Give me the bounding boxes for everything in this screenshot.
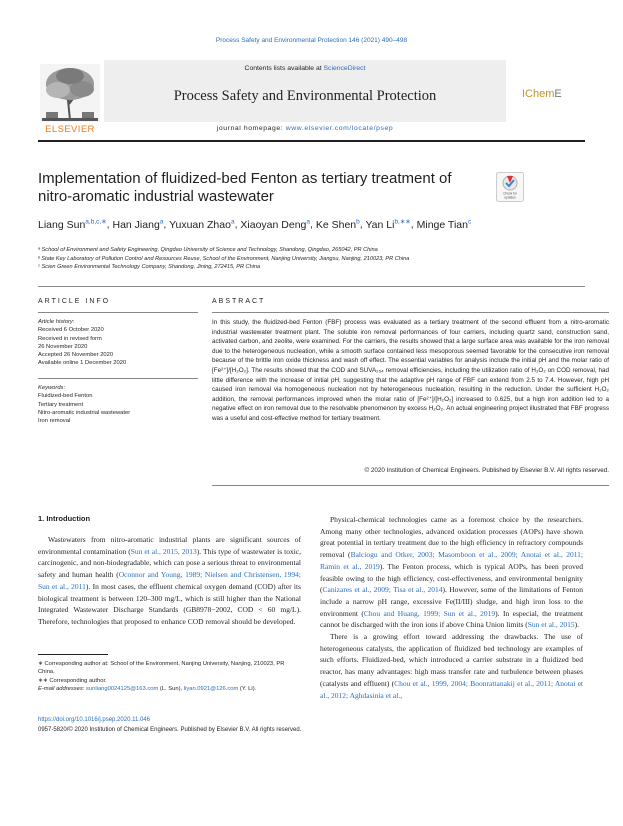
paragraph: Physical-chemical technologies came as a foremost choice by the researchers. Among many other technologies, advanced oxidation processes (AOPs) have shown great potential in tertiary treatment due to the high efficiency in refractory compounds removal (Balciogu and Otker, 2003; Masomboon et al., 2009; Anotai et al., 2011; Ramin et al., 2019). The Fenton process, which is typical AOPs, has been proved feasible owing to the high efficiency, cost-effectiveness, and environmental benignity (Canizares et al., 2009; Tisa et al., 2014). However, some of the limitations of Fenton include a narrow pH range, excessive Fe(II/III) sludge, and high iron loss to the environment (Chou and Huang, 1999; Sun et al., 2019). In especial, the treatment cannot be discharged with the iron ions if above China Union limits (Sun et al., 2015). — [320, 515, 583, 630]
citation-link[interactable]: Chou and Huang, 1999; Sun et al., 2019 — [363, 608, 496, 618]
footnotes — [38, 660, 301, 694]
paragraph: There is a growing effort toward addressing the drawbacks. The use of heterogeneous catalysts, the application of fluidized bed technology are examples of such efforts. Fluidized-bed, which introduced a carrier substrate in a fluidized bed reactor, has many advantages: high mass transfer rate and turbulence between phases (catalysts and effluent) (Chou et al., 1999, 2004; Boonrattanakij et al., 2011; Anotai et al., 2012; Aghdasinia et al., — [320, 632, 583, 700]
author[interactable]: Ke Shen$^b$ — [315, 218, 360, 231]
elsevier-wordmark: ELSEVIER — [45, 124, 95, 135]
author[interactable]: Xiaoyan Deng$^a$ — [240, 218, 311, 231]
history-item: Available online 1 December 2020 — [38, 360, 127, 367]
history-label: Article history: — [38, 319, 75, 325]
citation-link[interactable]: Chou et al., 1999, 2004; Boonrattanakij et al., 2011; Anotai et al., 2012; Aghdasinia et al., — [320, 678, 583, 700]
abstract-text: In this study, the fluidized-bed Fenton (FBF) process was evaluated as a tertiary treatment of the second effluent from a nitro-aromatic industrial wastewater treatment plant. The soluble iron removal performances of four carriers, including quartz sand, construction sand, activated carbon, and zeolite, were examined. For the carriers, the results showed that a large surface area was available for the iron removal due to the heterogeneous nucleation, while a smooth surface contained less mesoporous seemed favorable for the consecutive iron removal because of the brittle iron oxide thickness and wash off effect. The essential variables for analysis include the initial pH and the molar ratio of [Fe²⁺]/[H₂O₂]. The results showed that the COD and SUVA₂₅₄ removal efficiencies, including the utilization ratio of H₂O₂ on COD removal, had little difference with the increase of initial pH, suggesting that the adaptive pH range of FBF can extend from 2.5 to 7.4. However, high pH caused iron removal via homogeneous nucleation not by heterogeneous nucleation, resulting in the reduction. Under the sufficient H₂O₂ addition, the removal performances improved when the molar ratio of [Fe²⁺]/[H₂O₂] increased to 0.625, but a high iron addition led to a negative effect on iron removal due to the resolvable phenomenon by excess H₂O₂. An actual engineering project illustrated that FBF progress was a useful and cost-effective method for tertiary treatment. — [212, 319, 609, 422]
keywords-divider — [38, 378, 198, 379]
abstract-heading: ABSTRACT — [212, 298, 266, 305]
keywords-label: Keywords: — [38, 385, 66, 391]
keyword: Fluidized-bed Fenton — [38, 393, 93, 400]
keyword: Nitro-aromatic industrial wastewater — [38, 409, 131, 416]
sciencedirect-link[interactable]: ScienceDirect — [323, 65, 366, 72]
citation-link[interactable]: Balciogu and Otker, 2003; Masomboon et al., 2009; Anotai et al., 2011; Ramin et al., 2019 — [320, 550, 583, 571]
icheme-logo — [522, 88, 562, 100]
article-history — [38, 318, 198, 368]
doi-link[interactable]: https://doi.org/10.1016/j.psep.2020.11.046 — [38, 717, 150, 723]
contents-prefix: Contents lists available at — [244, 65, 324, 72]
icheme-logo-main: IChem — [522, 88, 555, 100]
journal-reference[interactable]: Process Safety and Environmental Protection 146 (2021) 490–498 — [215, 37, 408, 44]
affiliation-c: ᶜ Scien Green Environmental Technology Company, Shandong, Jining, 272415, PR China — [38, 264, 261, 270]
footnote: ∗ Corresponding author at: School of the Environment, Nanjing University, Nanjing, 210023, PR China. — [38, 661, 285, 676]
keyword: Iron removal — [38, 418, 71, 425]
abstract-bottom-divider — [212, 485, 609, 486]
keywords — [38, 384, 198, 425]
icheme-logo-e: E — [554, 88, 562, 100]
journal-homepage-line — [104, 125, 506, 132]
homepage-link[interactable]: www.elsevier.com/locate/psep — [285, 125, 394, 132]
keyword: Tertiary treatment — [38, 401, 84, 408]
abstract-copyright: © 2020 Institution of Chemical Engineers. Published by Elsevier B.V. All rights reserved. — [364, 467, 609, 474]
email-line: E-mail addresses: sunliang0024125@163.com (L. Sun), liyan.0921@126.com (Y. Li). — [38, 686, 257, 693]
article-info-divider — [38, 312, 198, 313]
footnote-divider — [38, 654, 108, 655]
check-for-updates-icon[interactable] — [496, 172, 524, 202]
body-column-right — [320, 514, 583, 701]
author[interactable]: Han Jiang$^a$ — [112, 218, 164, 231]
header-divider — [38, 140, 585, 142]
history-item: Received 6 October 2020 — [38, 327, 104, 334]
citation-link[interactable]: Sun et al., 2015 — [527, 620, 575, 630]
author[interactable]: Yan $Li^{b,∗∗}$ — [365, 218, 411, 231]
paragraph: Wastewaters from nitro-aromatic industrial plants are significant sources of environmental contamination (Sun et al., 2015, 2013). This type of wastewater is toxic, carcinogenic, and non-biodegradable, which can pose a serious threat to environmental safety and human health (Oconnor and Young, 1989; Nielsen and Christensen, 1994; Sun et al., 2011). In most cases, the effluent chemical oxygen demand (COD) after its biological treatment is between 120–300 mg/L, which is still higher than the National Integrated Wastewater Discharge Standards (GB8978−2002, COD < 60 mg/L). Therefore, technologies that proposed to enhance COD removal should be developed. — [38, 535, 302, 626]
history-item: Accepted 26 November 2020 — [38, 352, 114, 359]
svg-text:Check for: Check for — [503, 191, 517, 196]
footnote: ∗∗ Corresponding author. — [38, 677, 107, 684]
journal-title: Process Safety and Environmental Protection — [173, 88, 437, 104]
author[interactable]: Yuxuan Zhao$^a$ — [169, 218, 235, 231]
paper-title: Implementation of fluidized-bed Fenton as tertiary treatment of nitro-aromatic industrial wastewater — [38, 170, 452, 205]
abstract-divider — [212, 312, 609, 313]
svg-text:updates: updates — [504, 195, 516, 200]
affiliation-b: ᵇ State Key Laboratory of Pollution Control and Resources Reuse, School of the Environment, Nanjing University, Jiangsu, Nanjing, 210023, PR China — [38, 255, 410, 262]
author[interactable]: Liang Sun$^{a,b,c,∗}$ — [38, 218, 107, 231]
affiliations-divider — [38, 286, 585, 287]
author-list: Liang Sun$^{a,b,c,∗}$, Han Jiang$^a$, Yuxuan Zhao$^a$, Xiaoyan Deng$^a$, Ke Shen$^b$, Yan $Li^{b,∗∗}$, Minge Tian$^c$ — [38, 218, 472, 231]
email-link[interactable]: sunliang0024125@163.com — [86, 686, 159, 693]
citation-link[interactable]: Oconnor and Young, 1989; Nielsen and Christensen, 1994; Sun et al., 2011 — [38, 570, 301, 591]
affiliation-a: ᵃ School of Environment and Safety Engineering, Qingdao University of Science and Technology, Shandong, Qingdao, 265042, PR China — [38, 247, 378, 253]
history-item: Received in revised form — [38, 335, 102, 342]
homepage-prefix: journal homepage: — [216, 125, 286, 132]
article-info-heading: ARTICLE INFO — [38, 298, 111, 305]
email-link[interactable]: liyan.0921@126.com — [183, 686, 239, 693]
citation-link[interactable]: Sun et al., 2015, 2013 — [130, 546, 197, 556]
affiliations — [38, 246, 598, 272]
author[interactable]: Minge Tian$^c$ — [416, 218, 472, 231]
introduction-heading: 1. Introduction — [38, 514, 91, 523]
contents-line — [104, 65, 506, 72]
history-item: 26 November 2020 — [38, 343, 88, 350]
issn-copyright-line: 0957-5820/© 2020 Institution of Chemical Engineers. Published by Elsevier B.V. All rights reserved. — [38, 727, 302, 733]
citation-link[interactable]: Canizares et al., 2009; Tisa et al., 2014 — [322, 585, 443, 595]
body-column-left — [38, 534, 301, 628]
